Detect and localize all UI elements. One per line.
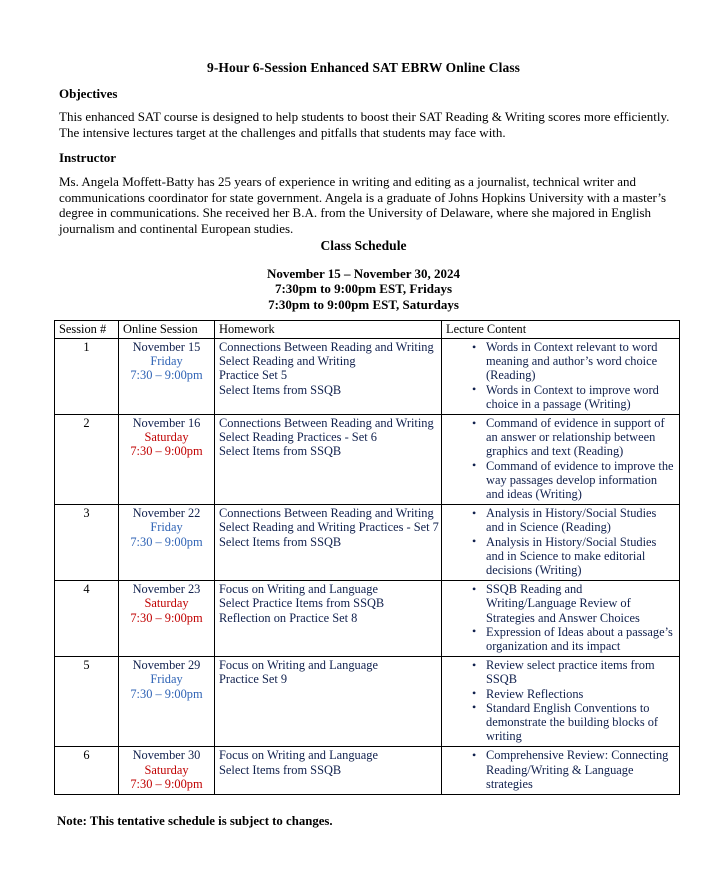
homework-line: Connections Between Reading and Writing	[219, 506, 434, 521]
lecture-bullet-list	[446, 658, 675, 743]
lecture-bullet-item: • Analysis in History/Social Studies and in Science (Reading)	[472, 506, 675, 534]
cell-session-number: 5	[55, 657, 119, 747]
instructor-paragraph: Ms. Angela Moffett-Batty has 25 years of experience in writing and editing as a journalist, technical writer and communications coordinator for state government. Angela is a graduate of Johns Hopkins University with a master’s degree in communications. She received her B.A. from the University of Delaware, where she majored in English journalism and continental European studies.	[59, 174, 667, 236]
table-row	[55, 505, 680, 581]
session-day: Friday	[150, 354, 183, 369]
cell-session-number: 1	[55, 339, 119, 415]
homework-line: Connections Between Reading and Writing	[219, 416, 434, 431]
lecture-bullet-item: • Command of evidence to improve the way passages develop information and ideas (Writing)	[472, 459, 675, 502]
homework-line: Select Items from SSQB	[219, 444, 342, 459]
schedule-date-range: November 15 – November 30, 2024	[266, 266, 461, 281]
table-header-row	[55, 321, 680, 339]
table-row	[55, 747, 680, 795]
lecture-bullet-list	[446, 748, 675, 791]
homework-line: Select Reading and Writing	[219, 354, 356, 369]
cell-lecture-content	[442, 657, 680, 747]
cell-online-session	[119, 657, 215, 747]
table-row	[55, 581, 680, 657]
lecture-bullet-item: • Standard English Conventions to demonstrate the building blocks of writing	[472, 701, 675, 744]
cell-homework	[215, 415, 442, 505]
schedule-time-saturdays: 7:30pm to 9:00pm EST, Saturdays	[268, 296, 459, 312]
table-body	[55, 339, 680, 795]
session-date: November 30	[132, 748, 201, 763]
cell-online-session	[119, 581, 215, 657]
lecture-bullet-item: • Words in Context relevant to word meaning and author’s word choice (Reading)	[472, 340, 675, 383]
homework-line: Select Practice Items from SSQB	[219, 596, 385, 611]
homework-line: Practice Set 5	[219, 368, 288, 383]
cell-homework	[215, 747, 442, 795]
homework-line: Reflection on Practice Set 8	[219, 610, 358, 625]
lecture-bullet-item: • Words in Context to improve word choice in a passage (Writing)	[472, 383, 675, 411]
table-row	[55, 415, 680, 505]
cell-session-number: 3	[55, 505, 119, 581]
cell-lecture-content	[442, 581, 680, 657]
session-time: 7:30 – 9:00pm	[130, 368, 203, 383]
objectives-heading: Objectives	[59, 86, 118, 101]
lecture-bullet-item: • Expression of Ideas about a passage’s organization and its impact	[472, 625, 675, 653]
session-time: 7:30 – 9:00pm	[130, 444, 203, 459]
homework-line: Focus on Writing and Language	[219, 658, 378, 673]
session-time: 7:30 – 9:00pm	[130, 686, 203, 701]
schedule-dates-block	[0, 266, 727, 312]
session-time: 7:30 – 9:00pm	[130, 610, 203, 625]
session-time: 7:30 – 9:00pm	[130, 776, 203, 791]
cell-homework	[215, 657, 442, 747]
lecture-bullet-list	[446, 506, 675, 577]
homework-line: Select Items from SSQB	[219, 382, 342, 397]
table-row	[55, 339, 680, 415]
session-date: November 29	[132, 658, 201, 673]
session-time: 7:30 – 9:00pm	[130, 534, 203, 549]
session-date: November 15	[132, 340, 201, 354]
cell-online-session	[119, 505, 215, 581]
cell-online-session	[119, 415, 215, 505]
cell-session-number: 6	[55, 747, 119, 795]
cell-homework	[215, 339, 442, 415]
page-title: 9-Hour 6-Session Enhanced SAT EBRW Online Class	[206, 60, 521, 75]
schedule-time-fridays: 7:30pm to 9:00pm EST, Fridays	[274, 281, 453, 297]
lecture-bullet-item: • SSQB Reading and Writing/Language Review of Strategies and Answer Choices	[472, 582, 675, 625]
session-date: November 16	[132, 416, 201, 431]
session-day: Friday	[150, 672, 183, 687]
session-day: Saturday	[144, 762, 189, 777]
lecture-bullet-list	[446, 582, 675, 653]
lecture-bullet-list	[446, 340, 675, 411]
session-day: Saturday	[144, 596, 189, 611]
cell-homework	[215, 581, 442, 657]
homework-line: Focus on Writing and Language	[219, 748, 378, 763]
schedule-table-container	[54, 320, 679, 795]
instructor-heading: Instructor	[59, 150, 117, 165]
objectives-paragraph: This enhanced SAT course is designed to help students to boost their SAT Reading & Writing scores more efficiently. The intensive lectures target at the challenges and pitfalls that students may face with.	[59, 109, 670, 140]
column-header-online-session: Online Session	[119, 321, 215, 339]
table-row	[55, 657, 680, 747]
cell-session-number: 4	[55, 581, 119, 657]
lecture-bullet-item: • Analysis in History/Social Studies and in Science to make editorial decisions (Writing)	[472, 535, 675, 578]
homework-line: Focus on Writing and Language	[219, 582, 378, 597]
session-date: November 23	[132, 582, 201, 597]
lecture-bullet-item: • Review select practice items from SSQB	[472, 658, 675, 686]
lecture-bullet-item: • Command of evidence in support of an answer or relationship between graphics and text (Reading)	[472, 416, 675, 459]
session-day: Saturday	[144, 430, 189, 445]
column-header-lecture-content: Lecture Content	[442, 321, 680, 339]
homework-line: Connections Between Reading and Writing	[219, 340, 434, 354]
session-day: Friday	[150, 520, 183, 535]
cell-lecture-content	[442, 339, 680, 415]
cell-online-session	[119, 339, 215, 415]
lecture-bullet-item: • Review Reflections	[472, 687, 675, 701]
cell-session-number: 2	[55, 415, 119, 505]
schedule-note: Note: This tentative schedule is subject to changes.	[57, 814, 333, 828]
lecture-bullet-item: • Comprehensive Review: Connecting Reading/Writing & Language strategies	[472, 748, 675, 791]
homework-line: Select Items from SSQB	[219, 534, 342, 549]
homework-line: Select Reading Practices - Set 6	[219, 430, 377, 445]
column-header-homework: Homework	[215, 321, 442, 339]
homework-line: Practice Set 9	[219, 672, 288, 687]
cell-lecture-content	[442, 505, 680, 581]
table-header	[55, 321, 680, 339]
class-schedule-heading: Class Schedule	[320, 238, 407, 253]
homework-line: Select Items from SSQB	[219, 762, 342, 777]
cell-lecture-content	[442, 415, 680, 505]
session-date: November 22	[132, 506, 201, 521]
cell-lecture-content	[442, 747, 680, 795]
column-header-session: Session #	[55, 321, 119, 339]
cell-online-session	[119, 747, 215, 795]
lecture-bullet-list	[446, 416, 675, 501]
cell-homework	[215, 505, 442, 581]
schedule-table	[54, 320, 680, 795]
homework-line: Select Reading and Writing Practices - Set 7	[219, 520, 439, 535]
